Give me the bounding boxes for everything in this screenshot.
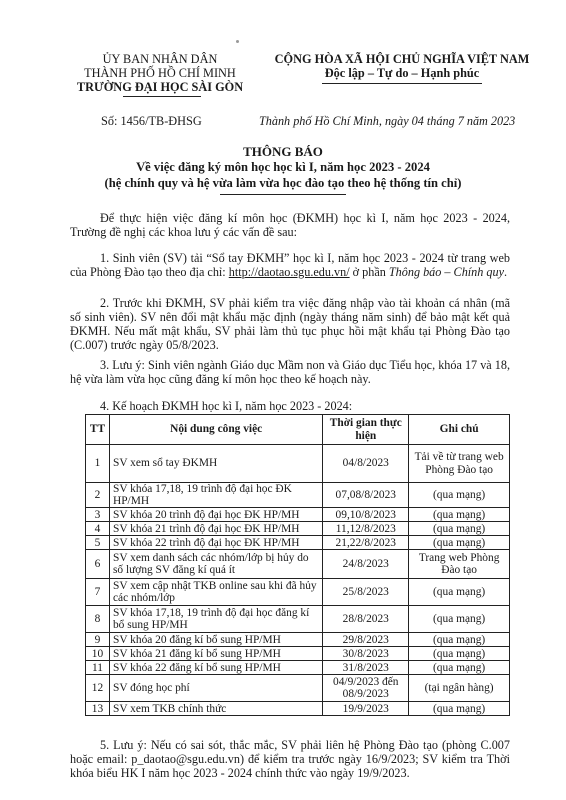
item-4-text: 4. Kế hoạch ĐKMH học kì I, năm học 2023 - 2024: — [100, 399, 353, 413]
row-note: (qua mạng) — [409, 508, 510, 522]
item-1-text-c: . — [504, 265, 508, 280]
row-content: SV khóa 22 đăng kí bổ sung HP/MH — [109, 661, 322, 675]
issuer-name: TRƯỜNG ĐẠI HỌC SÀI GÒN — [76, 80, 244, 94]
row-note: (qua mạng) — [409, 522, 510, 536]
row-time: 04/8/2023 — [323, 445, 409, 483]
table-row — [86, 508, 510, 522]
table-row — [86, 606, 510, 633]
table-row — [86, 675, 510, 702]
scan-speck — [236, 40, 239, 43]
row-content: SV khóa 22 trình độ đại học ĐK HP/MH — [109, 536, 322, 550]
daotao-link[interactable]: http://daotao.sgu.edu.vn/ — [228, 265, 350, 280]
row-tt: 10 — [86, 647, 110, 661]
row-note: (qua mạng) — [409, 702, 510, 716]
row-content: SV khóa 21 trình độ đại học ĐK HP/MH — [109, 522, 322, 536]
row-time: 21,22/8/2023 — [323, 536, 409, 550]
item-4-paragraph — [70, 399, 510, 413]
row-content: SV khóa 17,18, 19 trình độ đại học đăng kí bổ sung HP/MH — [109, 606, 322, 633]
schedule-table — [85, 414, 510, 716]
item-3-paragraph — [70, 358, 510, 386]
row-tt: 1 — [86, 445, 110, 483]
row-note: (qua mạng) — [409, 647, 510, 661]
row-content: SV khóa 20 đăng kí bổ sung HP/MH — [109, 633, 322, 647]
row-tt: 13 — [86, 702, 110, 716]
row-tt: 12 — [86, 675, 110, 702]
row-content: SV đóng học phí — [109, 675, 322, 702]
item-1-text: 1. Sinh viên (SV) tải “Sổ tay ĐKMH” học kì I, năm học 2023 - 2024 từ trang web của Phòng Đào tạo theo địa chỉ: — [70, 251, 510, 280]
table-row — [86, 702, 510, 716]
item-1-text-b: ở phần — [349, 265, 389, 280]
row-note: Trang web Phòng Đào tạo — [409, 550, 510, 579]
row-tt: 5 — [86, 536, 110, 550]
item-1-section: Thông báo – Chính quy — [388, 265, 504, 280]
table-row — [86, 550, 510, 579]
row-note: (tại ngân hàng) — [409, 675, 510, 702]
title-underline — [220, 194, 346, 195]
row-tt: 7 — [86, 579, 110, 606]
row-time: 30/8/2023 — [323, 647, 409, 661]
table-row — [86, 445, 510, 483]
row-tt: 3 — [86, 508, 110, 522]
row-content: SV xem TKB chính thức — [109, 702, 322, 716]
motto-underline — [322, 83, 482, 84]
row-time: 11,12/8/2023 — [323, 522, 409, 536]
row-note: Tải về từ trang web Phòng Đào tạo — [409, 445, 510, 483]
row-content: SV khóa 17,18, 19 trình độ đại học ĐK HP/MH — [109, 483, 322, 508]
row-content: SV khóa 20 trình độ đại học ĐK HP/MH — [109, 508, 322, 522]
header-time: Thời gian thực hiện — [323, 415, 409, 445]
row-tt: 4 — [86, 522, 110, 536]
row-content: SV khóa 21 đăng kí bổ sung HP/MH — [109, 647, 322, 661]
place-date: Thành phố Hồ Chí Minh, ngày 04 tháng 7 năm 2023 — [259, 114, 516, 128]
row-note: (qua mạng) — [409, 633, 510, 647]
table-row — [86, 483, 510, 508]
row-note: (qua mạng) — [409, 661, 510, 675]
item-1-paragraph — [70, 251, 510, 279]
header-content: Nội dung công việc — [109, 415, 322, 445]
header-tt: TT — [86, 415, 110, 445]
row-time: 09,10/8/2023 — [323, 508, 409, 522]
row-time: 07,08/8/2023 — [323, 483, 409, 508]
issuer-line-2: THÀNH PHỐ HỒ CHÍ MINH — [84, 66, 236, 80]
row-content: SV xem danh sách các nhóm/lớp bị hủy do số lượng SV đăng kí quá ít — [109, 550, 322, 579]
row-time: 24/8/2023 — [323, 550, 409, 579]
row-note: (qua mạng) — [409, 536, 510, 550]
row-time: 25/8/2023 — [323, 579, 409, 606]
table-row — [86, 579, 510, 606]
row-tt: 8 — [86, 606, 110, 633]
table-row — [86, 522, 510, 536]
table-row — [86, 536, 510, 550]
row-time: 28/8/2023 — [323, 606, 409, 633]
row-tt: 9 — [86, 633, 110, 647]
row-note: (qua mạng) — [409, 579, 510, 606]
notice-subject-2: (hệ chính quy và hệ vừa làm vừa học đào tạo theo hệ thống tín chỉ) — [104, 176, 462, 190]
row-note: (qua mạng) — [409, 483, 510, 508]
intro-text: Để thực hiện việc đăng kí môn học (ĐKMH) học kì I, năm học 2023 - 2024, Trường đề nghị các khoa lưu ý các vấn đề sau: — [70, 211, 510, 240]
intro-paragraph — [70, 211, 510, 239]
row-time: 29/8/2023 — [323, 633, 409, 647]
table-row — [86, 647, 510, 661]
doc-number: Số: 1456/TB-ĐHSG — [101, 114, 202, 128]
row-time: 19/9/2023 — [323, 702, 409, 716]
item-5-paragraph — [70, 738, 510, 780]
national-motto: Độc lập – Tự do – Hạnh phúc — [324, 66, 480, 80]
item-2-paragraph — [70, 296, 510, 352]
issuer-block — [60, 52, 260, 94]
item-3-text: 3. Lưu ý: Sinh viên ngành Giáo dục Mầm non và Giáo dục Tiểu học, khóa 17 và 18, hệ vừa làm vừa học cũng đăng kí môn học theo kế hoạch này. — [70, 358, 510, 387]
row-content: SV xem cập nhật TKB online sau khi đã hủy các nhóm/lớp — [109, 579, 322, 606]
national-motto-block — [252, 52, 552, 80]
table-header-row — [86, 415, 510, 445]
notice-subject-1: Về việc đăng ký môn học học kì I, năm học 2023 - 2024 — [136, 160, 430, 174]
row-time: 04/9/2023 đến 08/9/2023 — [323, 675, 409, 702]
table-row — [86, 661, 510, 675]
row-time: 31/8/2023 — [323, 661, 409, 675]
issuer-underline — [123, 96, 201, 97]
row-tt: 2 — [86, 483, 110, 508]
table-row — [86, 633, 510, 647]
notice-heading: THÔNG BÁO — [243, 144, 323, 159]
national-title: CỘNG HÒA XÃ HỘI CHỦ NGHĨA VIỆT NAM — [274, 52, 530, 66]
item-5-text: 5. Lưu ý: Nếu có sai sót, thắc mắc, SV phải liên hệ Phòng Đào tạo (phòng C.007 hoặc email: p_daotao@sgu.edu.vn) để kiểm tra trước ngày 16/9/2023; SV kiểm tra Thời khóa biểu HK I năm học 2023 - 2024 chính thức vào ngày 19/9/2023. — [70, 738, 510, 781]
row-tt: 11 — [86, 661, 110, 675]
item-2-text: 2. Trước khi ĐKMH, SV phải kiểm tra việc đăng nhập vào tài khoản cá nhân (mã số sinh viên). SV nên đổi mật khẩu mặc định (ngày tháng năm sinh) để bảo mật kết quả ĐKMH. Nếu mất mật khẩu, SV phải làm thủ tục phục hồi mật khẩu tại Phòng Đào tạo (C.007) trước ngày 05/8/2023. — [70, 296, 510, 353]
header-note: Ghi chú — [409, 415, 510, 445]
row-tt: 6 — [86, 550, 110, 579]
row-note: (qua mạng) — [409, 606, 510, 633]
row-content: SV xem sổ tay ĐKMH — [109, 445, 322, 483]
issuer-line-1: ỦY BAN NHÂN DÂN — [102, 52, 218, 66]
